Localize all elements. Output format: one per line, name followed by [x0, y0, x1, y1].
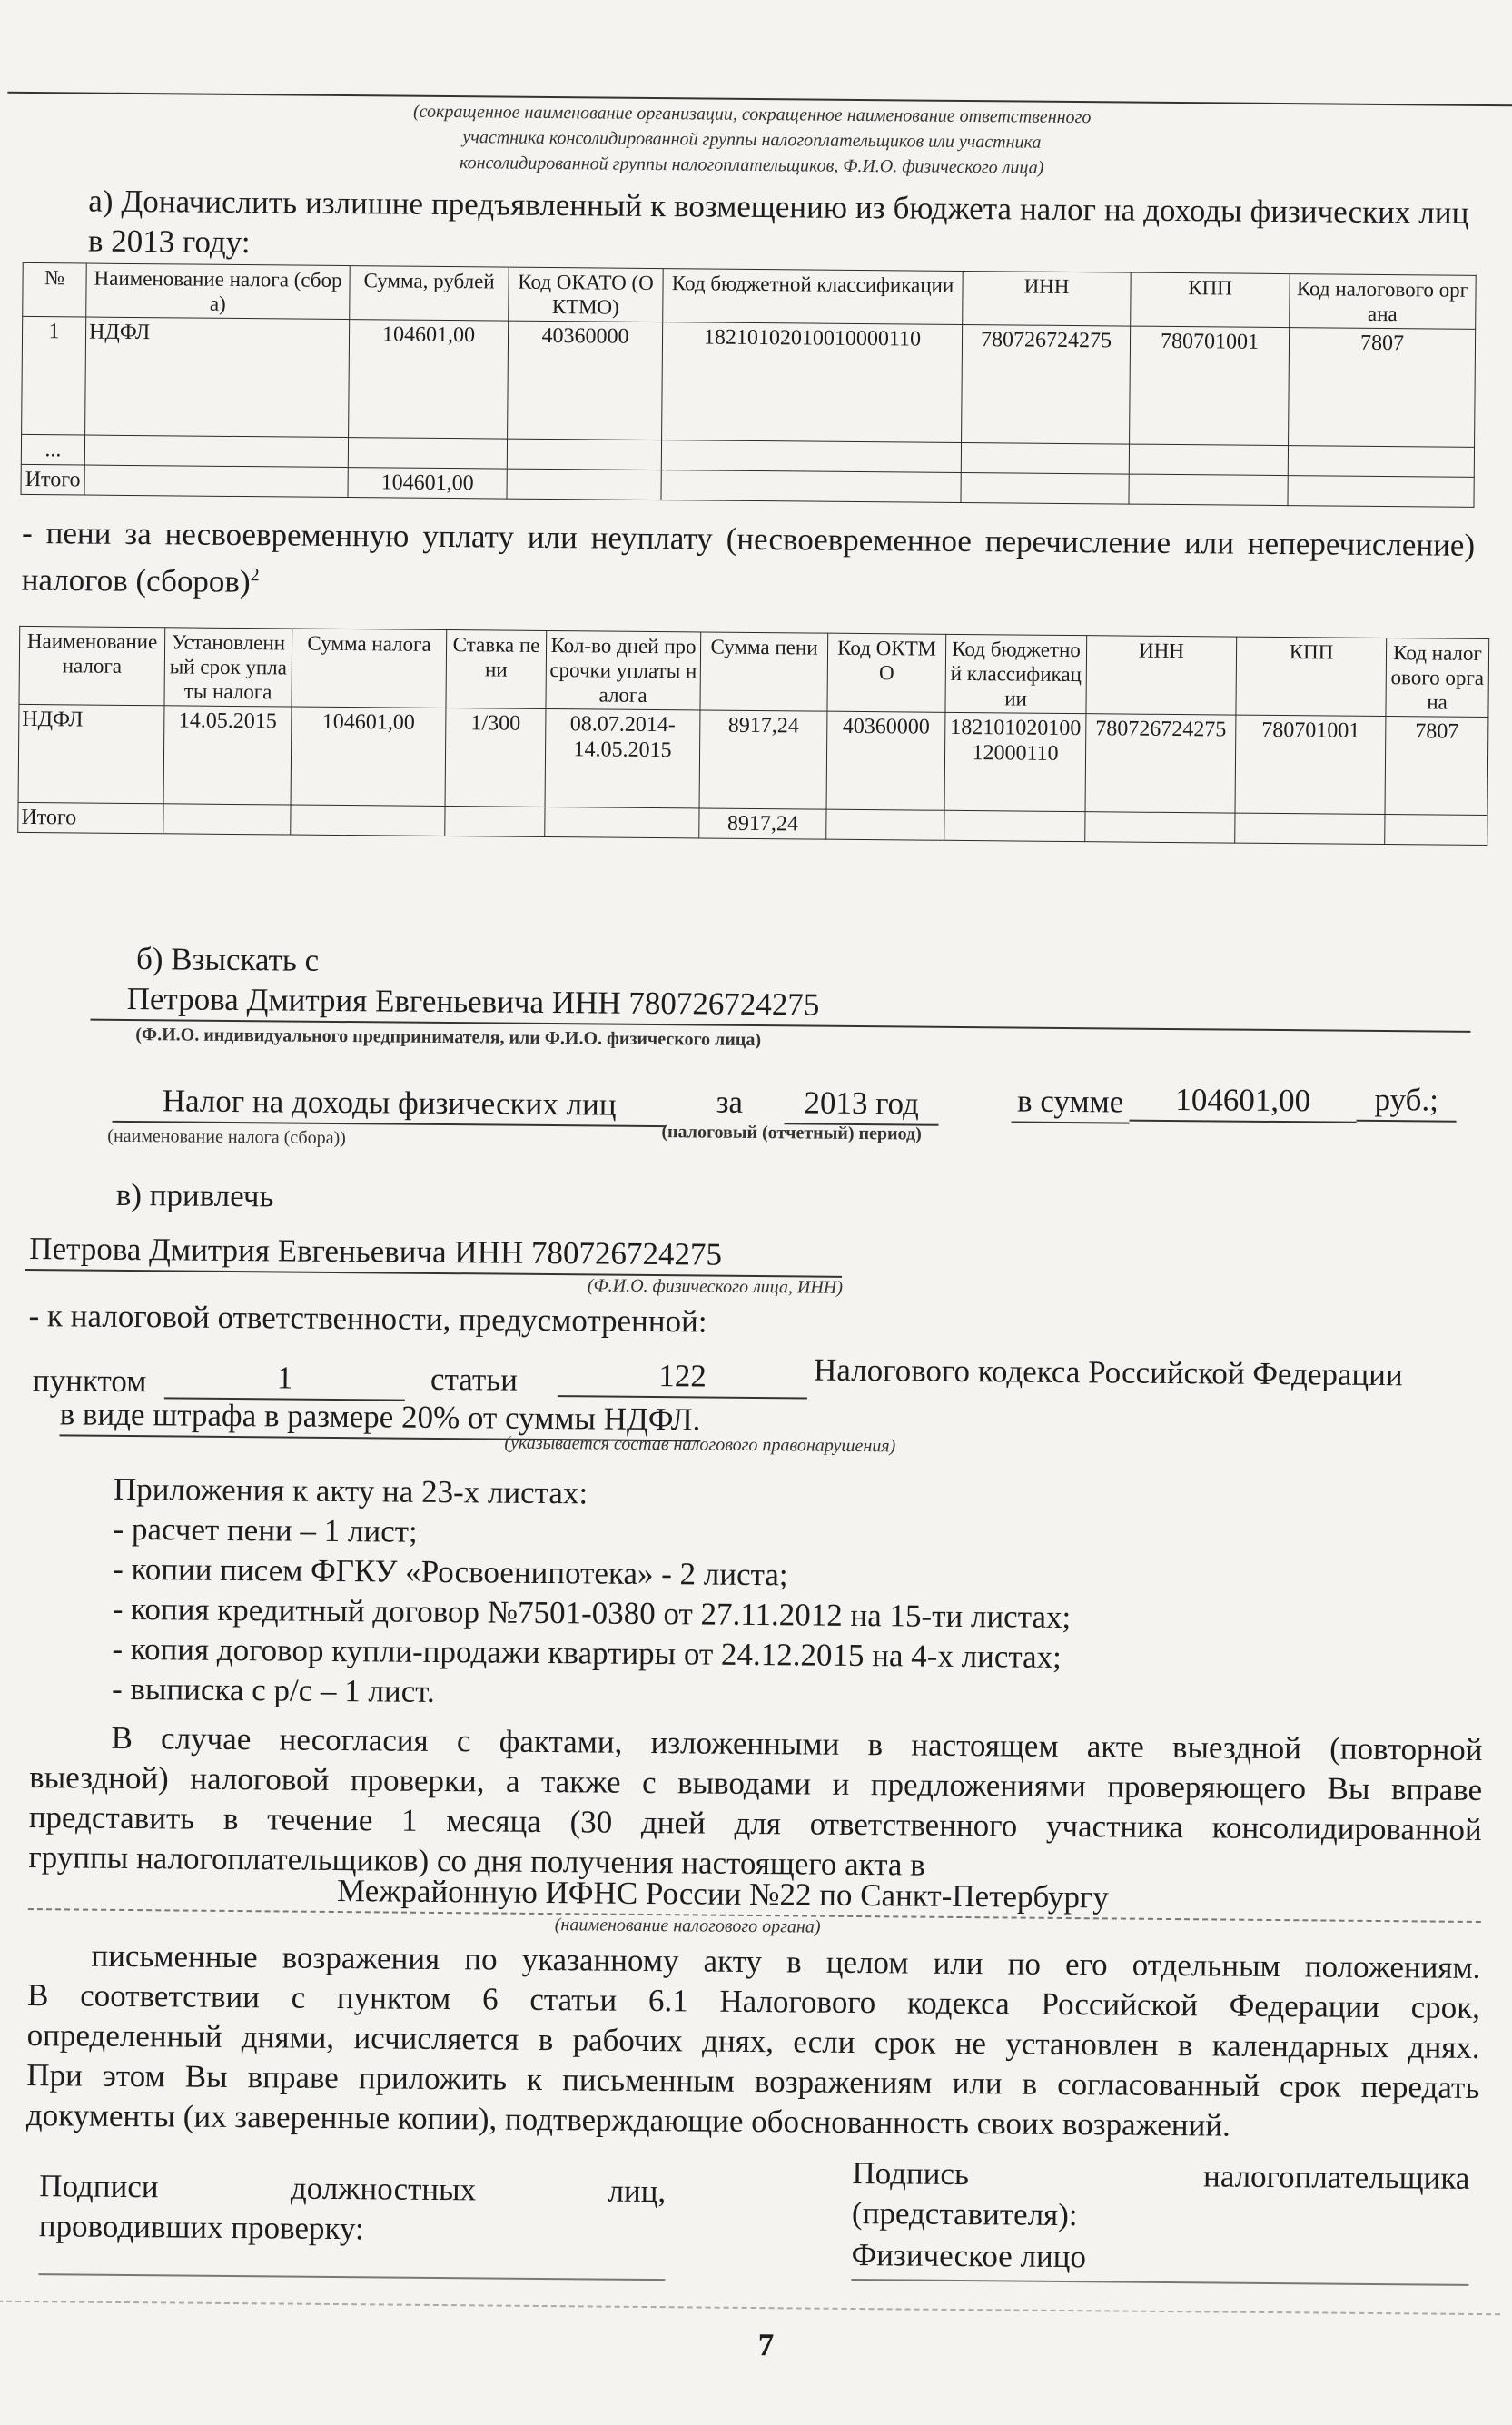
table-row: [18, 704, 1488, 815]
table-row: [22, 316, 1476, 447]
section-c-label: в) привлечь: [115, 1176, 274, 1214]
point-label: пунктом: [32, 1362, 147, 1400]
tax-name-caption: (наименование налога (сбора)): [107, 1125, 346, 1149]
column-header: Наименование налога (сбора): [86, 263, 351, 320]
column-header: Код налогового органа: [1290, 274, 1477, 330]
penalty-table: [17, 626, 1489, 846]
table-cell: НДФЛ: [85, 317, 350, 438]
table-cell: [507, 469, 661, 500]
table-cell: 7807: [1385, 717, 1488, 816]
table-cell: [1129, 444, 1288, 476]
table-cell: 1: [22, 316, 86, 435]
attachment-item: - копия договор купли-продажи квартиры от 24.12.2015 на 4-х листах;: [112, 1630, 1062, 1675]
column-header: Код бюджетной классификации: [945, 634, 1087, 713]
table-cell: [661, 440, 961, 473]
column-header: Сумма пени: [700, 632, 828, 711]
inspectors-signature-label-2: проводивших проверку:: [38, 2208, 364, 2247]
table-cell: [826, 809, 944, 840]
paragraph-line: письменные возражения по указанному акту в целом или по его отдельным положениям.: [91, 1937, 1481, 1986]
table-cell: 780726724275: [1085, 714, 1236, 813]
paragraph-line: В соответствии с пунктом 6 статьи 6.1 Налогового кодекса Российской Федерации срок,: [26, 1977, 1481, 2026]
table-cell: [961, 442, 1129, 474]
table-cell: [1085, 812, 1235, 843]
section-c-person: Петрова Дмитрия Евгеньевича ИНН 780726724275: [29, 1231, 723, 1272]
table-cell: Итого: [18, 802, 163, 833]
penalty-text-body: - пени за несвоевременную уплату или неуплату (несвоевременное перечисление или неперечисление) налогов (сборов): [21, 514, 1476, 599]
table-cell: ...: [21, 434, 84, 465]
tax-authority: Межрайонную ИФНС России №22 по Санкт-Петербургу: [336, 1873, 1110, 1915]
section-b-label: б) Взыскать с: [135, 941, 320, 978]
column-header: ИНН: [963, 271, 1132, 326]
table-cell: [1288, 476, 1474, 508]
paragraph-line: выездной) налоговой проверки, а также с выводами и предложениями проверяющего Вы вправе: [29, 1759, 1483, 1808]
column-header: Наименование налога: [19, 626, 165, 705]
bottom-rule: [0, 2301, 1500, 2316]
section-a-text: а) Доначислить излишне предъявленный к возмещению из бюджета налог на доходы физических лиц в 2013 году:: [87, 183, 1469, 261]
taxpayer-signature-line: [851, 2279, 1468, 2286]
table-cell: [84, 465, 348, 498]
inspectors-signature-label: Подписи должностных лиц,: [39, 2168, 667, 2210]
section-c-person-caption: (Ф.И.О. физического лица, ИНН): [587, 1275, 844, 1298]
tax-code-text: Налогового кодекса Российской Федерации: [813, 1351, 1403, 1393]
attachment-item: - расчет пени – 1 лист;: [113, 1510, 418, 1549]
column-header: Установленный срок уплаты налога: [164, 628, 292, 707]
table-cell: 14.05.2015: [163, 706, 292, 805]
table-cell: 104601,00: [348, 468, 507, 500]
header-caption: [234, 97, 1270, 183]
table-cell: [961, 472, 1129, 504]
table-cell: [445, 807, 545, 837]
currency: руб.;: [1357, 1080, 1457, 1123]
table-cell: [291, 805, 445, 836]
header-caption-line: (сокращенное наименование организации, сокращенное наименование ответственного: [412, 101, 1092, 128]
table-cell: [348, 438, 507, 470]
page-number: 7: [757, 2327, 775, 2363]
tax-table: [21, 262, 1477, 508]
table-cell: 18210102010012000110: [944, 712, 1086, 811]
tax-period-caption: (налоговый (отчетный) период): [661, 1122, 922, 1144]
penalty-text: [22, 513, 1476, 613]
table-cell: 780701001: [1235, 715, 1386, 814]
table-cell: 8917,24: [699, 710, 827, 809]
table-cell: [1235, 813, 1385, 844]
column-header: №: [23, 262, 87, 317]
table-header-row: [19, 626, 1489, 717]
paragraph-line: В случае несогласия с фактами, изложенными в настоящем акте выездной (повторной: [111, 1719, 1483, 1768]
table-cell: [944, 810, 1085, 841]
header-caption-line: консолидированной группы налогоплательщиков, Ф.И.О. физического лица): [459, 153, 1044, 178]
paragraph-line: представить в течение 1 месяца (30 дней для ответственного участника консолидированной: [28, 1799, 1482, 1848]
tax-authority-caption: (наименование налогового органа): [554, 1915, 821, 1937]
header-caption-line: участника консолидированной группы налогоплательщиков или участника: [462, 127, 1042, 153]
tax-name: Налог на доходы физических лиц: [112, 1081, 666, 1127]
fine-text: в виде штрафа в размере 20% от суммы НДФЛ.: [59, 1394, 700, 1441]
column-header: Код бюджетной классификации: [663, 269, 964, 325]
table-cell: 18210102010010000110: [662, 322, 963, 443]
attachment-item: - копия кредитный договор №7501-0380 от 27.11.2012 на 15-ти листах;: [112, 1590, 1072, 1636]
section-b-person-caption: (Ф.И.О. индивидуального предпринимателя, или Ф.И.О. физического лица): [135, 1024, 762, 1051]
column-header: Код ОКТМО: [827, 633, 946, 712]
paragraph-line: При этом Вы вправе приложить к письменным возражениям или в согласованный срок передать: [26, 2057, 1480, 2105]
liability-text: - к налоговой ответственности, предусмотренной:: [28, 1298, 707, 1340]
point-value: 1: [164, 1357, 405, 1401]
table-cell: 40360000: [826, 711, 945, 810]
table-cell: 1/300: [445, 708, 546, 807]
objection-paragraph: [26, 1935, 1481, 2148]
table-cell: [84, 435, 348, 468]
section-b-person: Петрова Дмитрия Евгеньевича ИНН 780726724275: [126, 980, 820, 1023]
table-cell: 8917,24: [699, 808, 826, 839]
table-cell: 104601,00: [349, 320, 509, 440]
sum-label: в сумме: [1012, 1081, 1130, 1123]
column-header: КПП: [1131, 272, 1290, 328]
tax-period: 2013 год: [784, 1083, 938, 1125]
table-cell: [163, 804, 291, 835]
table-cell: 780701001: [1130, 326, 1290, 446]
paragraph-line: документы (их заверенные копии), подтверждающие обоснованность своих возражений.: [25, 2097, 1231, 2143]
article-value: 122: [558, 1355, 807, 1399]
inspectors-signature-line: [38, 2273, 665, 2281]
column-header: Ставка пени: [446, 630, 547, 709]
table-cell: [507, 439, 661, 470]
table-cell: 7807: [1289, 328, 1476, 448]
paragraph-line: группы налогоплательщиков) со дня получения настоящего акта в: [28, 1839, 925, 1883]
table-cell: [545, 807, 699, 837]
attachment-item: - копии писем ФГКУ «Росвоенипотека» - 2 листа;: [113, 1550, 788, 1593]
table-cell: 08.07.2014-14.05.2015: [545, 708, 700, 807]
table-cell: 104601,00: [291, 707, 446, 806]
taxpayer-signature-label: Подпись налогоплательщика: [852, 2154, 1470, 2196]
column-header: Кол-во дней просрочки уплаты налога: [546, 630, 701, 709]
table-cell: Итого: [21, 464, 84, 495]
taxpayer-signature-label-2: (представителя):: [851, 2194, 1078, 2233]
column-header: Сумма, рублей: [350, 266, 509, 322]
taxpayer-name: Физическое лицо: [851, 2236, 1087, 2275]
footnote-marker: 2: [250, 565, 260, 586]
attachment-item: - выписка с р/с – 1 лист.: [111, 1670, 435, 1709]
fine-caption: (указывается состав налогового правонарушения): [504, 1432, 896, 1457]
table-cell: [1288, 446, 1474, 478]
column-header: КПП: [1236, 637, 1387, 716]
table-cell: [1129, 474, 1288, 506]
table-cell: [661, 470, 961, 503]
column-header: Код ОКАТО (ОКТМО): [509, 267, 664, 322]
table-cell: 40360000: [508, 321, 663, 440]
column-header: Код налогового органа: [1386, 638, 1489, 718]
attachments-title: Приложения к акту на 23-х листах:: [113, 1470, 588, 1511]
article-label: статьи: [430, 1361, 519, 1398]
column-header: ИНН: [1086, 636, 1237, 715]
table-cell: НДФЛ: [18, 704, 164, 803]
paragraph-line: определенный днями, исчисляется в рабочих днях, если срок не установлен в календарных днях.: [26, 2017, 1480, 2066]
table-cell: 780726724275: [962, 324, 1131, 444]
za-label: за: [716, 1084, 744, 1120]
sum-value: 104601,00: [1130, 1080, 1357, 1123]
table-cell: [1385, 815, 1487, 846]
column-header: Сумма налога: [292, 629, 447, 708]
disagreement-paragraph: [28, 1717, 1482, 1890]
